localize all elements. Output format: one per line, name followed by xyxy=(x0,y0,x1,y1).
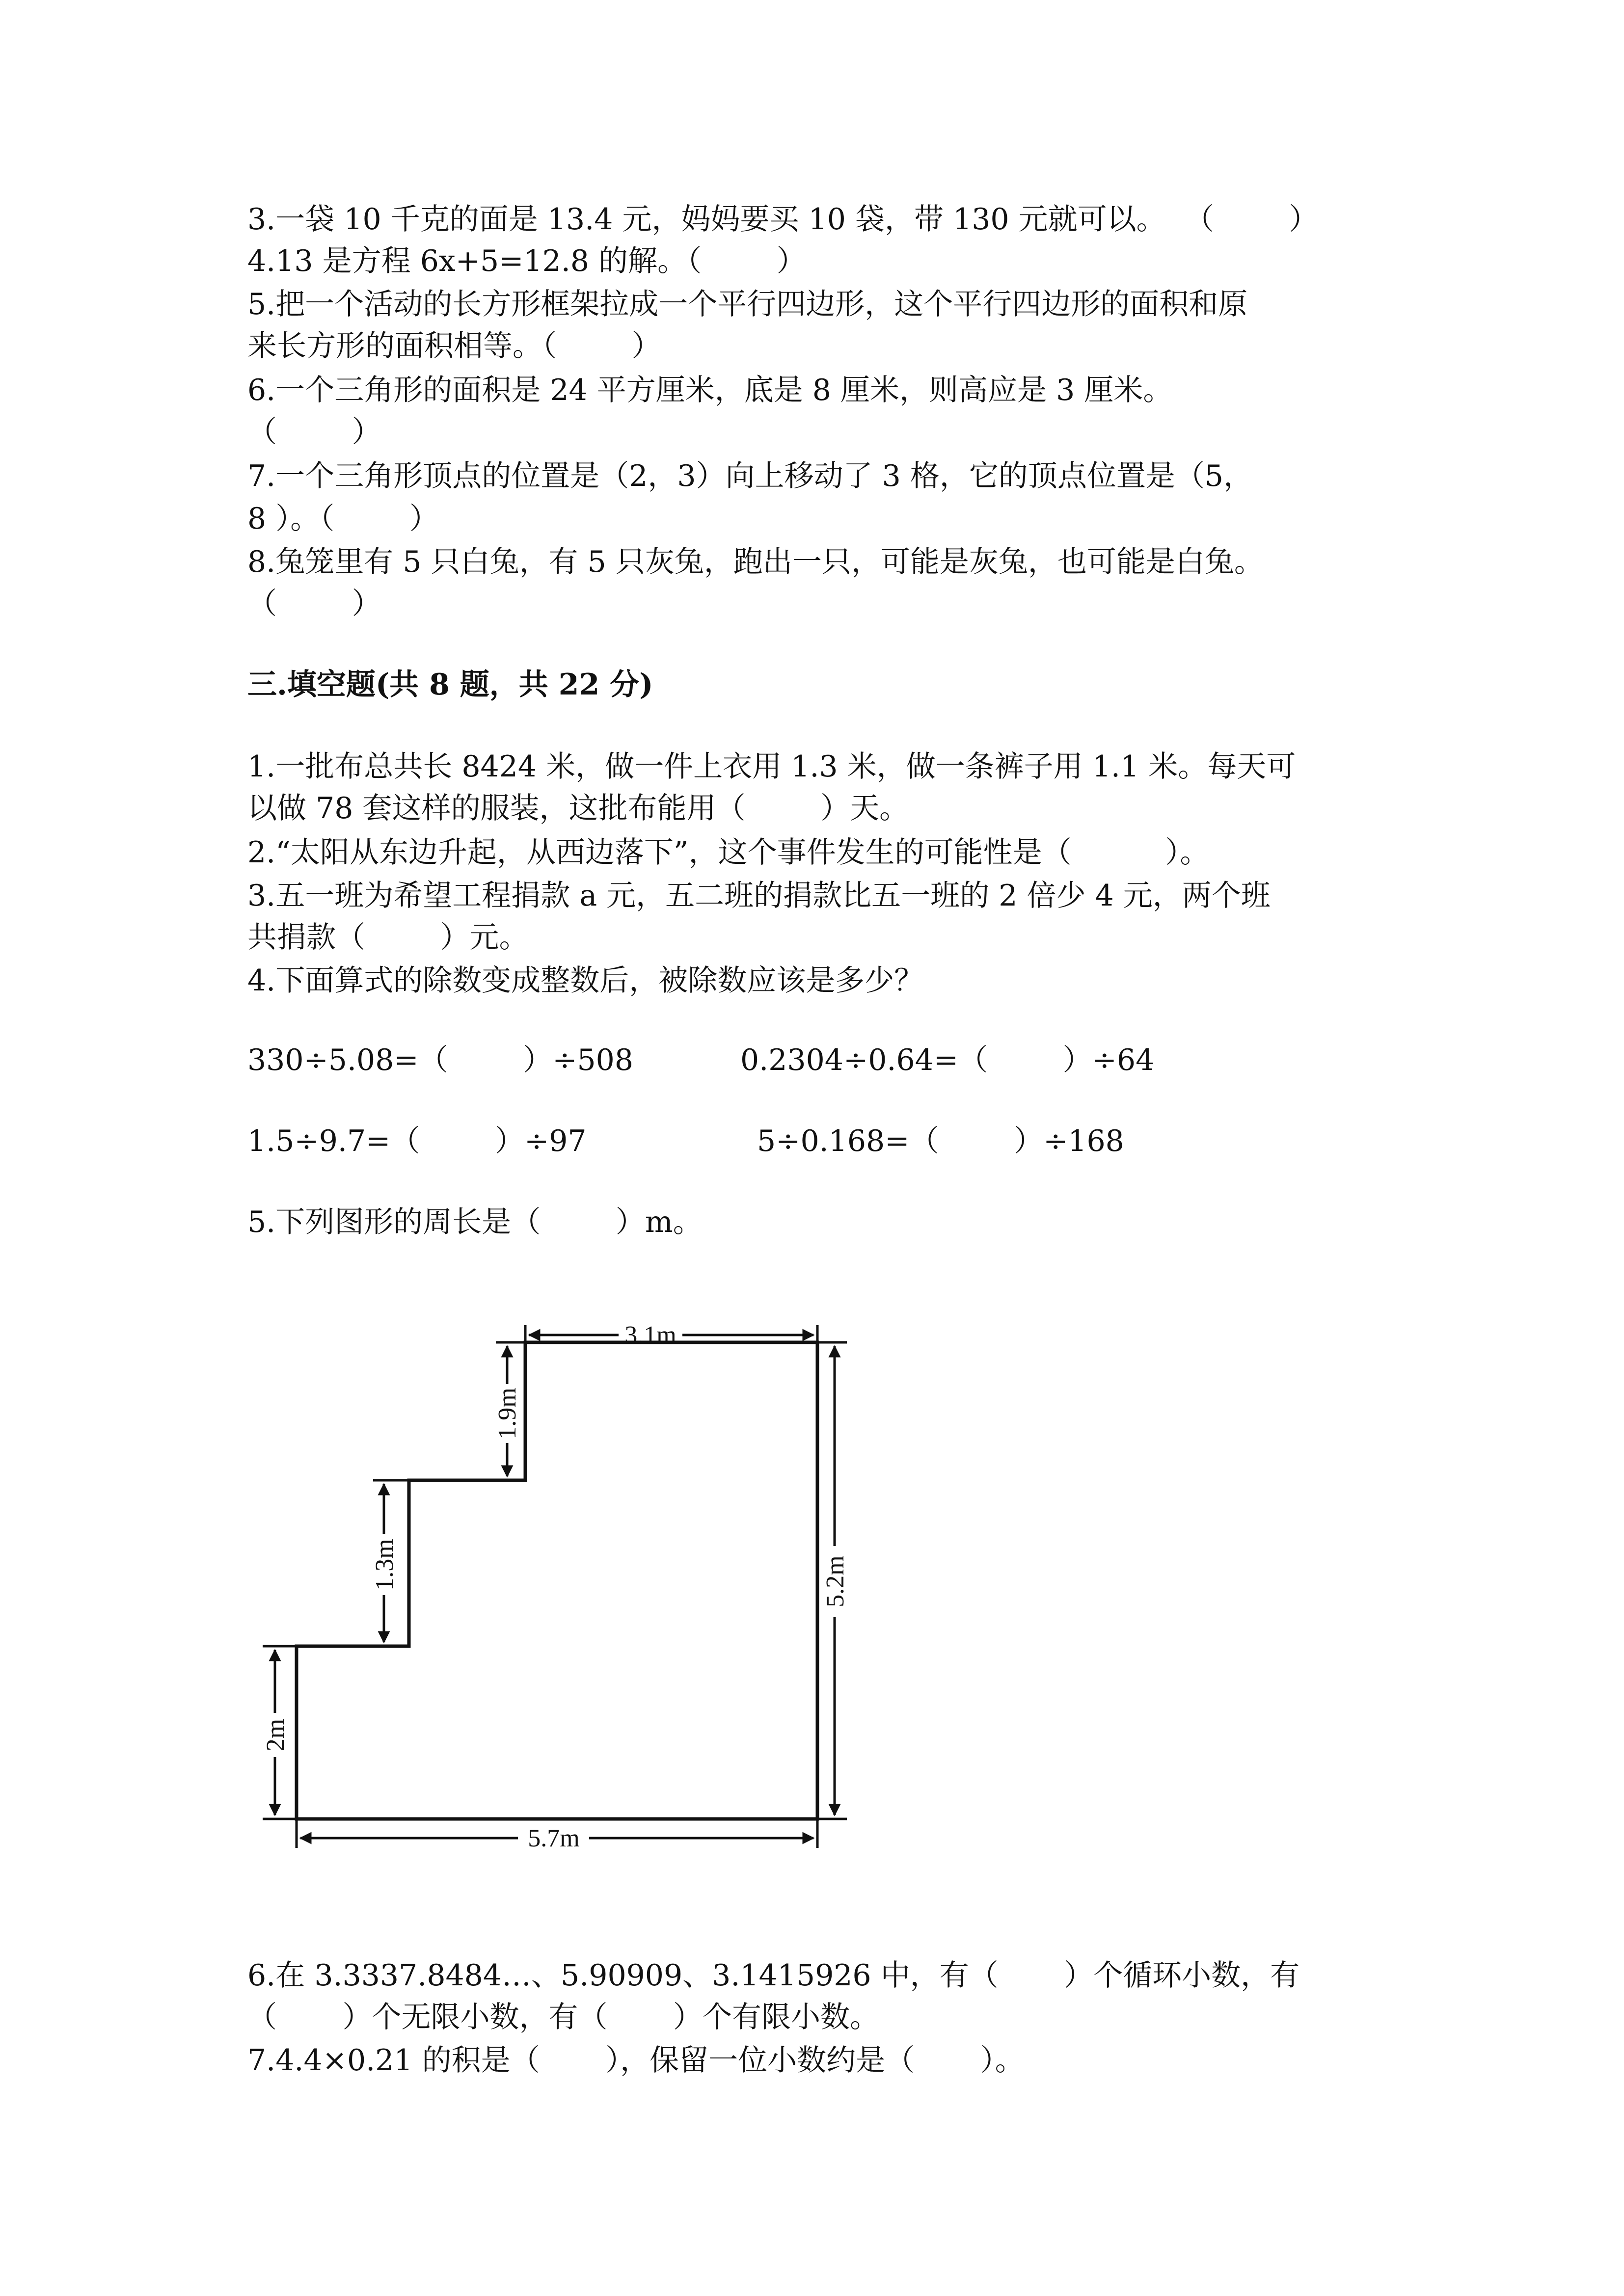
calc-row1-left: 330÷5.08=（ ）÷508 xyxy=(247,1043,634,1077)
dim-upper-step-label: 1.9m xyxy=(493,1388,521,1440)
judge-item-5-line2: 来长方形的面积相等。（ ） xyxy=(247,329,661,363)
fill-item-6-line1: 6.在 3.3337.8484…、5.90909、3.1415926 中，有（ ）个循环小数，有 xyxy=(247,1958,1300,1993)
dim-left xyxy=(262,1646,297,1819)
judge-item-4: 4.13 是方程 6x+5=12.8 的解。（ ） xyxy=(247,244,806,278)
dim-right xyxy=(817,1342,849,1819)
fill-item-5: 5.下列图形的周长是（ ）m。 xyxy=(247,1205,703,1239)
judge-item-5-line1: 5.把一个活动的长方形框架拉成一个平行四边形，这个平行四边形的面积和原 xyxy=(247,287,1248,321)
dim-bottom xyxy=(297,1819,817,1852)
fill-item-2: 2.“太阳从东边升起，从西边落下”，这个事件发生的可能性是（ ）。 xyxy=(247,835,1210,870)
judge-item-7-line1: 7.一个三角形顶点的位置是（2，3）向上移动了 3 格，它的顶点位置是（5， xyxy=(247,459,1253,493)
dim-upper-step xyxy=(493,1342,525,1480)
calc-row1-right: 0.2304÷0.64=（ ）÷64 xyxy=(740,1043,1155,1077)
judge-item-7-line2: 8 ）。（ ） xyxy=(247,502,439,536)
calc-row2-left: 1.5÷9.7=（ ）÷97 xyxy=(247,1124,587,1158)
calc-row2-right: 5÷0.168=（ ）÷168 xyxy=(757,1124,1124,1158)
dim-top-label: 3.1m xyxy=(624,1321,677,1349)
fill-item-1-line1: 1.一批布总共长 8424 米，做一件上衣用 1.3 米，做一条裤子用 1.1 米。每天可 xyxy=(247,749,1296,784)
dim-middle-step-label: 1.3m xyxy=(371,1539,399,1591)
judge-item-8-line2: （ ） xyxy=(247,587,381,621)
fill-item-7: 7.4.4×0.21 的积是（ ），保留一位小数约是（ ）。 xyxy=(247,2043,1025,2078)
perimeter-figure xyxy=(255,1296,854,1875)
dim-left-label: 2m xyxy=(262,1718,290,1752)
fill-item-3-line2: 共捐款（ ）元。 xyxy=(247,920,529,955)
fill-item-6-line2: （ ）个无限小数，有（ ）个有限小数。 xyxy=(247,2000,880,2034)
dim-right-label: 5.2m xyxy=(821,1555,849,1607)
dim-bottom-label: 5.7m xyxy=(528,1824,580,1852)
judge-item-8-line1: 8.兔笼里有 5 只白兔，有 5 只灰兔，跑出一只，可能是灰兔，也可能是白兔。 xyxy=(247,545,1264,579)
fill-item-1-line2: 以做 78 套这样的服装，这批布能用（ ）天。 xyxy=(247,791,909,826)
section-heading: 三.填空题(共 8 题，共 22 分) xyxy=(247,667,653,702)
dim-top xyxy=(525,1321,817,1349)
dim-middle-step xyxy=(371,1480,409,1646)
judge-item-6-line2: （ ） xyxy=(247,415,381,449)
fill-item-4: 4.下面算式的除数变成整数后，被除数应该是多少？ xyxy=(247,963,924,998)
fill-item-3-line1: 3.五一班为希望工程捐款 a 元，五二班的捐款比五一班的 2 倍少 4 元，两个班 xyxy=(247,879,1271,913)
judge-item-6-line1: 6.一个三角形的面积是 24 平方厘米，底是 8 厘米，则高应是 3 厘米。 xyxy=(247,373,1173,407)
judge-item-3: 3.一袋 10 千克的面是 13.4 元，妈妈要买 10 袋，带 130 元就可以。 （ ） xyxy=(247,202,1319,237)
